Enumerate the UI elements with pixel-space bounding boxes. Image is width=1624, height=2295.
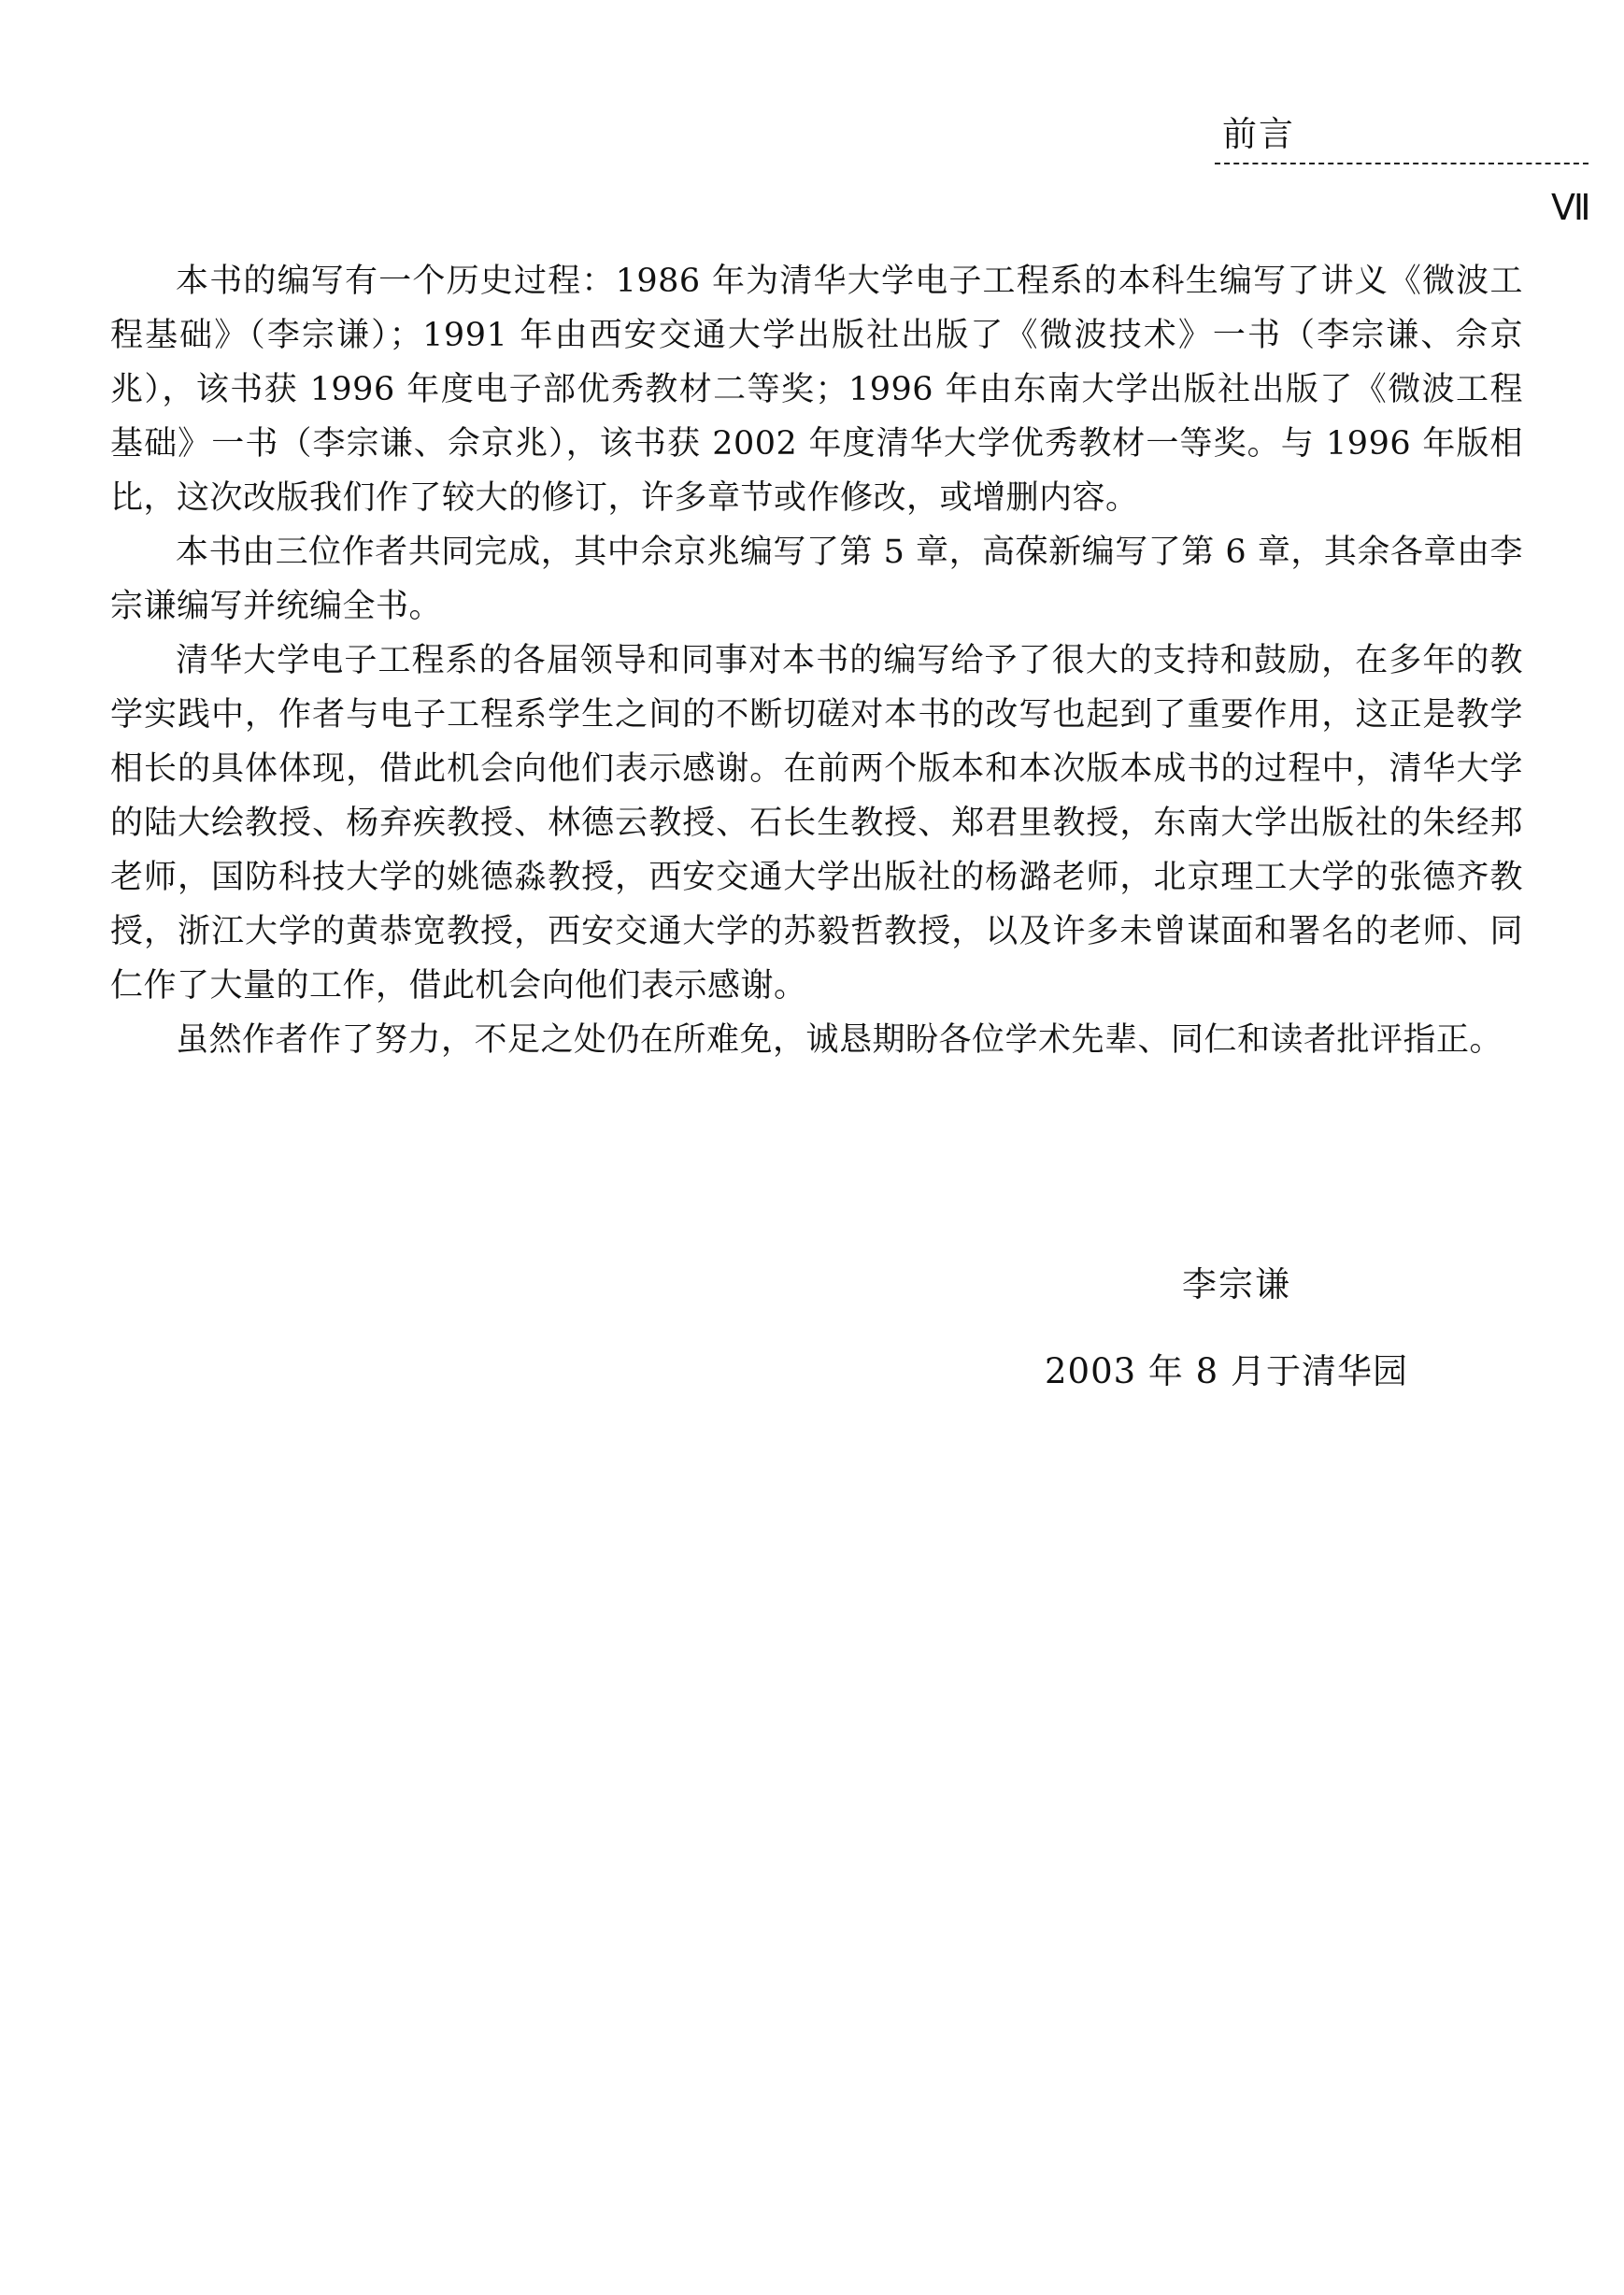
paragraph-closing: 虽然作者作了努力，不足之处仍在所难免，诚恳期盼各位学术先辈、同仁和读者批评指正。 [176, 1021, 1503, 1059]
preface-body [110, 254, 1523, 1067]
signature-author: 李宗谦 [1182, 1264, 1291, 1304]
signature-date-place: 2003 年 8 月于清华园 [1045, 1351, 1408, 1391]
paragraph-acknowledgements: 清华大学电子工程系的各届领导和同事对本书的编写给予了很大的支持和鼓励，在多年的教学实践中，作者与电子工程系学生之间的不断切磋对本书的改写也起到了重要作用，这正是教学相长的具体体现，借此机会向他们表示感谢。在前两个版本和本次版本成书的过程中，清华大学的陆大绘教授、杨弃疾教授、林德云教授、石长生教授、郑君里教授，东南大学出版社的朱经邦老师，国防科技大学的姚德淼教授，西安交通大学出版社的杨潞老师，北京理工大学的张德齐教授，浙江大学的黄恭宽教授，西安交通大学的苏毅哲教授，以及许多未曾谋面和署名的老师、同仁作了大量的工作，借此机会向他们表示感谢。 [110, 642, 1523, 1005]
page-number: Ⅶ [1551, 187, 1590, 228]
paragraph-history: 本书的编写有一个历史过程：1986 年为清华大学电子工程系的本科生编写了讲义《微波工程基础》（李宗谦）；1991 年由西安交通大学出版社出版了《微波技术》一书（李宗谦、佘京兆），该书获 1996 年度电子部优秀教材二等奖；1996 年由东南大学出版社出版了《微波工程基础》一书（李宗谦、佘京兆），该书获 2002 年度清华大学优秀教材一等奖。与 1996 年版相比，这次改版我们作了较大的修订，许多章节或作修改，或增删内容。 [110, 263, 1523, 517]
header-dashed-rule [1215, 163, 1588, 164]
running-header-title: 前言 [1222, 114, 1295, 154]
paragraph-authors: 本书由三位作者共同完成，其中佘京兆编写了第 5 章，高葆新编写了第 6 章，其余各章由李宗谦编写并统编全书。 [110, 534, 1523, 625]
